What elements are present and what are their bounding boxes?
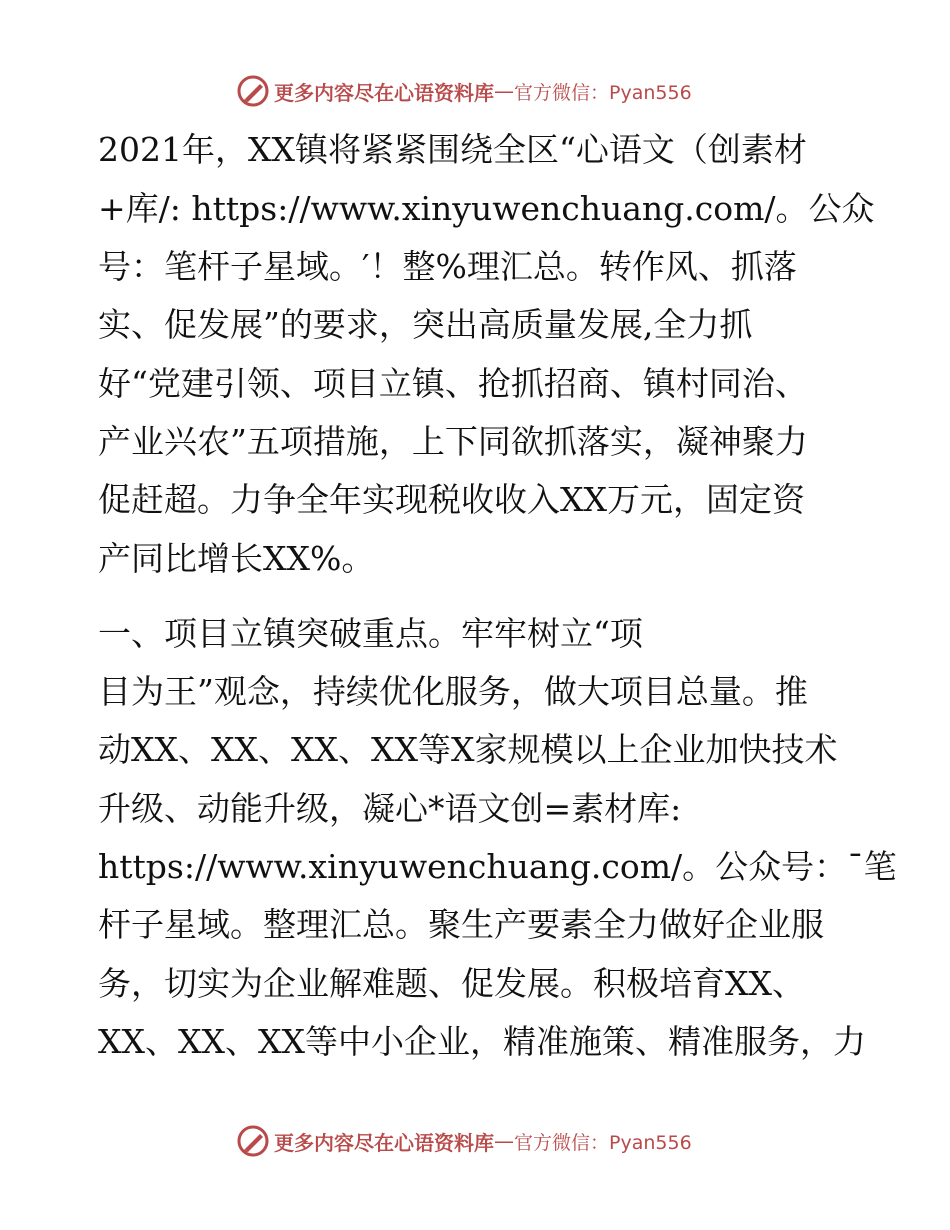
document-line: 目为王”观念，持续优化服务，做大项目总量。推	[98, 672, 808, 711]
document-line: 务，切实为企业解难题、促发展。积极培育XX、	[98, 964, 805, 1003]
header-wechat: 官方微信：Pyan556	[514, 81, 692, 104]
document-line: +库/: https://www.xinyuwenchuang.com/。公众	[98, 189, 875, 228]
footer-slogan: 更多内容尽在心语资料库	[274, 1130, 494, 1155]
header-dash: —	[494, 79, 514, 103]
document-line: 一、项目立镇突破重点。牢牢树立“项	[98, 614, 643, 653]
pen-logo-icon	[236, 1124, 270, 1158]
document-line: 升级、动能升级，凝心*语文创=素材库:	[98, 789, 682, 828]
document-line: 动XX、XX、XX、XX等X家规模以上企业加快技术	[98, 730, 838, 769]
pen-logo-icon	[236, 74, 270, 108]
footer-watermark-banner	[236, 1123, 692, 1159]
document-line: 产业兴农”五项措施，上下同欲抓落实，凝神聚力	[98, 422, 808, 461]
footer-wechat: 官方微信：Pyan556	[514, 1131, 692, 1154]
document-line: 2021年，XX镇将紧紧围绕全区“心语文（创素材	[98, 130, 807, 169]
footer-dash: —	[494, 1129, 514, 1153]
document-line: 号：笔杆子星域。′！整%理汇总。转作风、抓落	[98, 247, 797, 286]
document-line: 好“党建引领、项目立镇、抢抓招商、镇村同治、	[98, 364, 808, 403]
header-slogan: 更多内容尽在心语资料库	[274, 80, 494, 105]
document-line: 实、促发展”的要求，突出高质量发展,全力抓	[98, 305, 753, 344]
document-line: 产同比增长XX%。	[98, 539, 375, 578]
document-line: 杆子星域。整理汇总。聚生产要素全力做好企业服	[98, 905, 824, 944]
document-line: XX、XX、XX等中小企业，精准施策、精准服务，力	[98, 1022, 866, 1061]
document-line: 促赶超。力争全年实现税收收入XX万元，固定资	[98, 480, 805, 519]
document-line: https://www.xinyuwenchuang.com/。公众号：¯笔	[98, 847, 897, 886]
header-watermark-banner	[236, 73, 692, 109]
